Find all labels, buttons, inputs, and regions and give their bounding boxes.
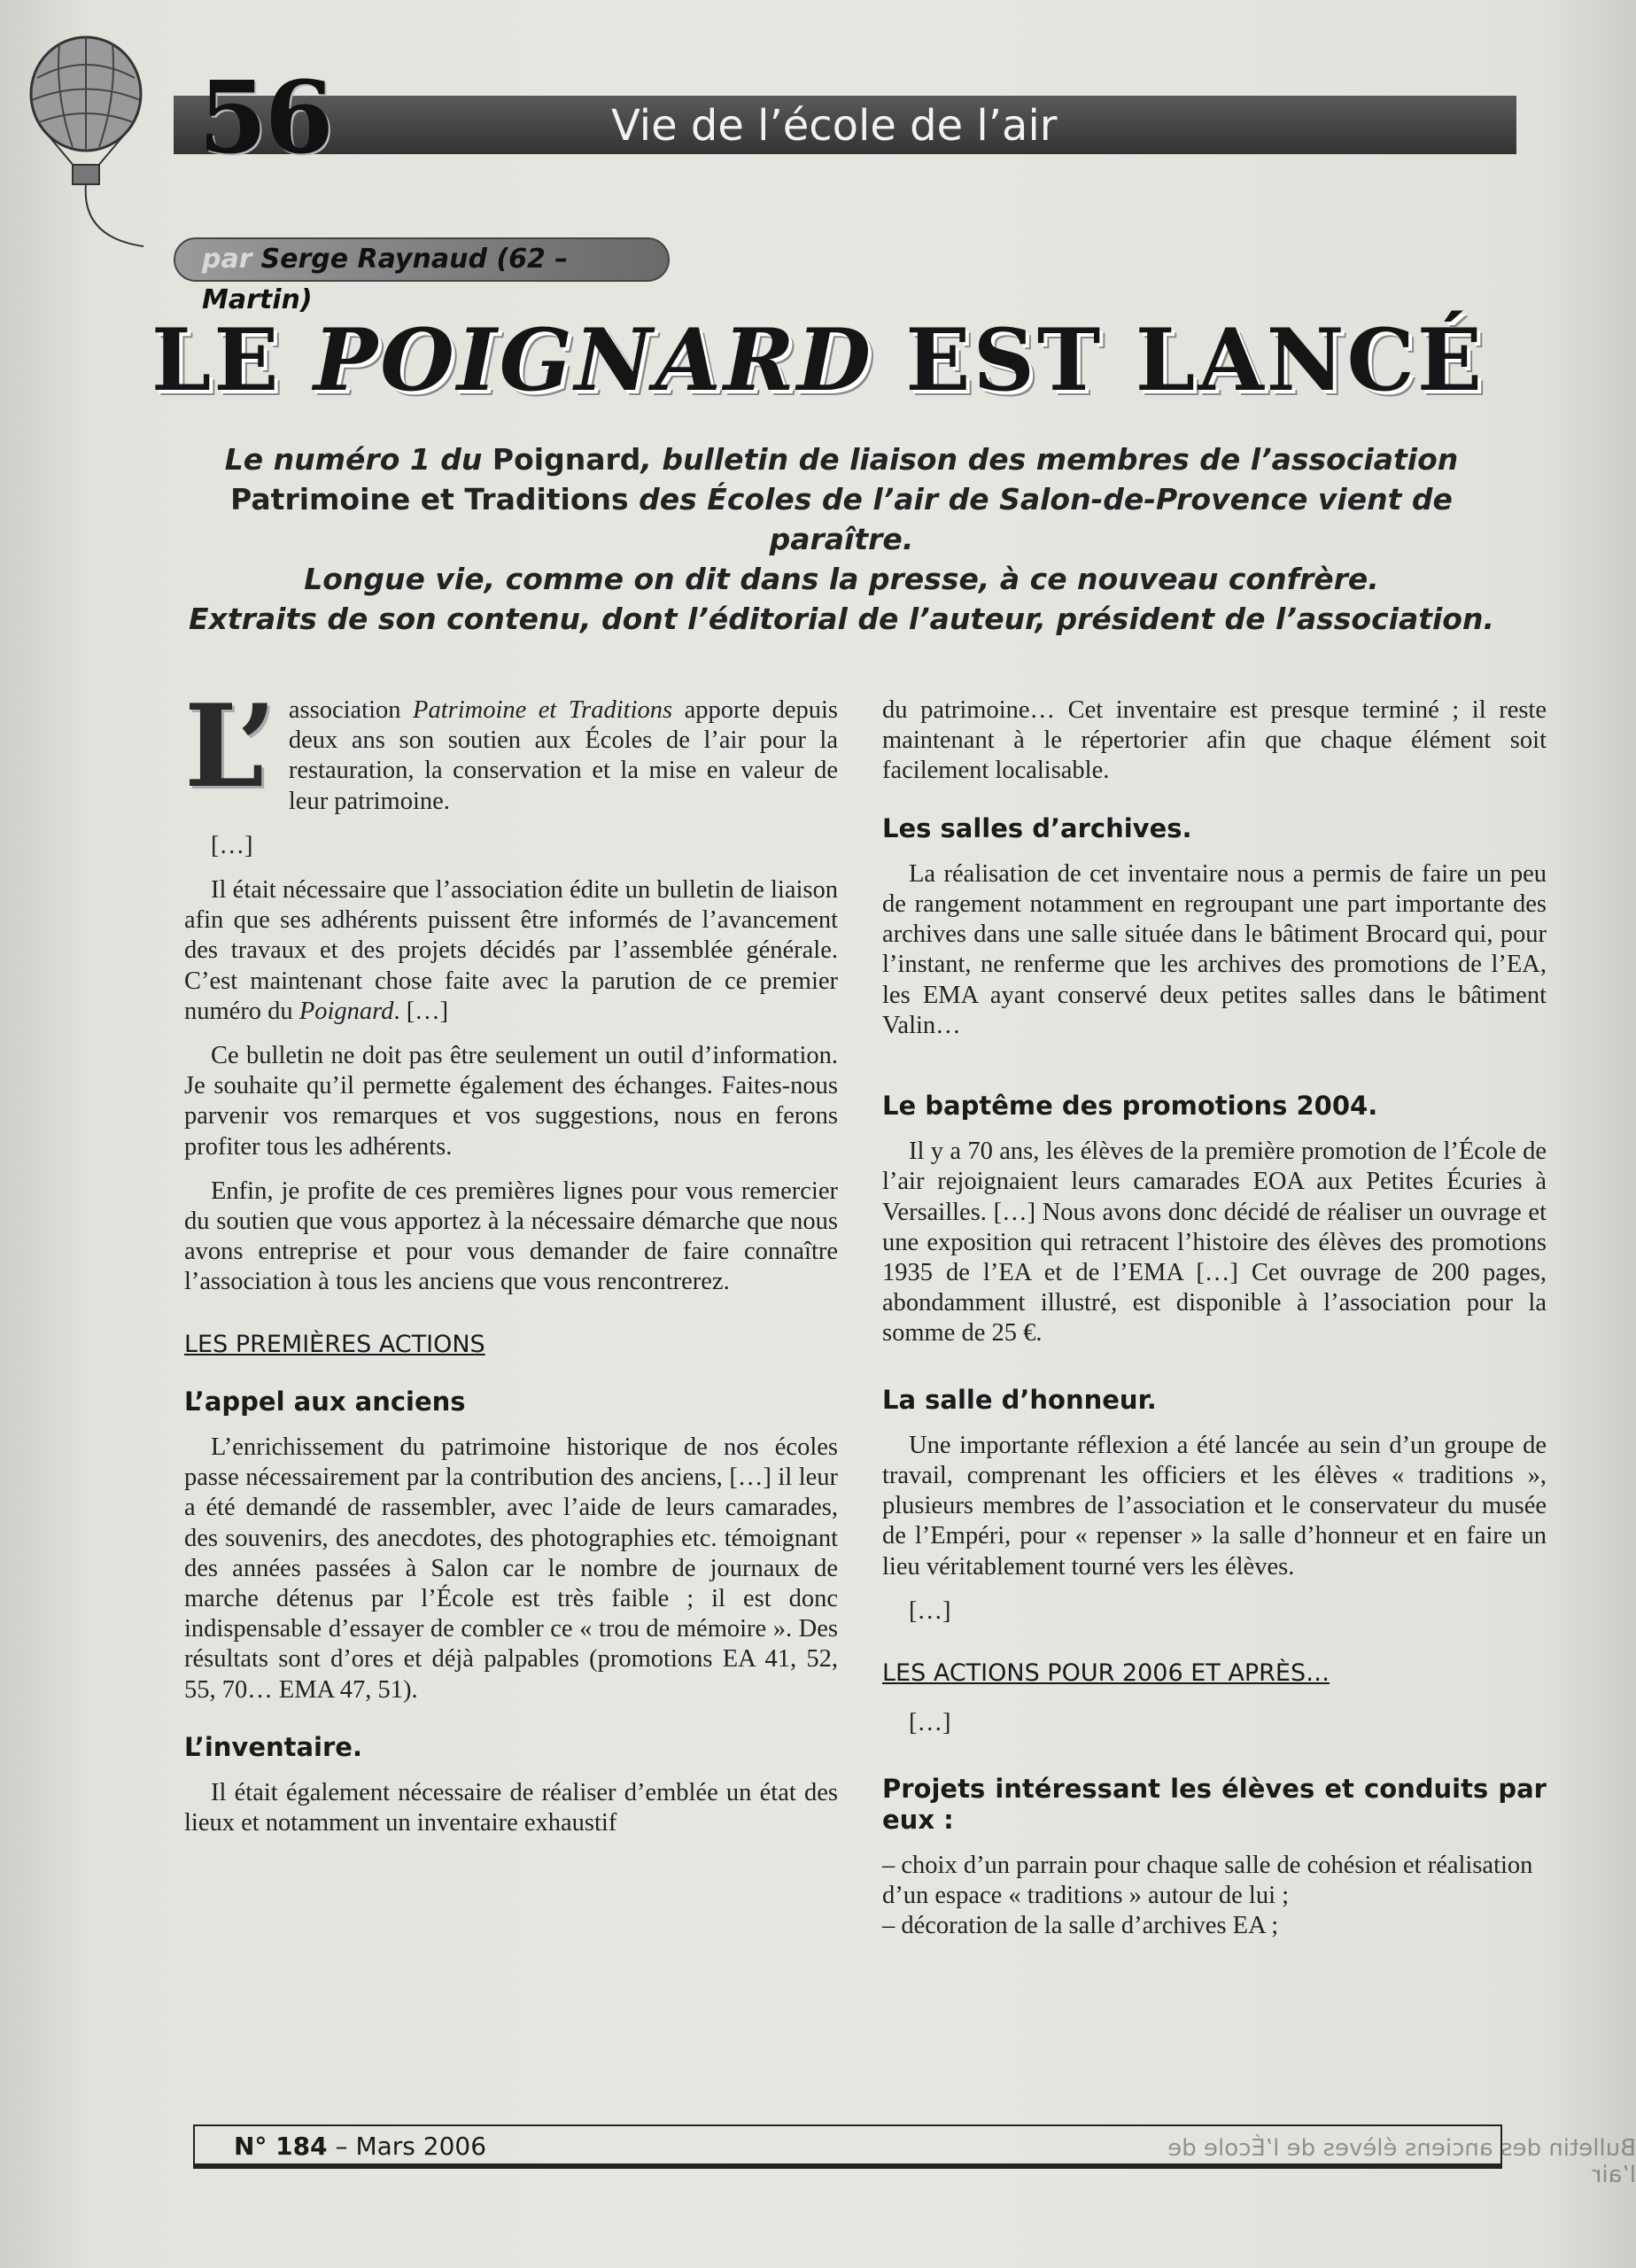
paragraph: Il était également nécessaire de réaliser d’emblée un état des lieux et notamment un inventaire exhaustif bbox=[184, 1779, 838, 1837]
lead-text: Longue vie, comme on dit dans la presse, à ce nouveau confrère. bbox=[304, 562, 1379, 596]
paragraph: Il y a 70 ans, les élèves de la première promotion de l’École de l’air rejoignaient leurs camarades EOA aux Petites Écuries à Versailles. […] Nous avons donc décidé de réaliser un ouvrage et une exposition qui retracent l’histoire des élèves des promotions 1935 de l’EA et de l’EMA […] Cet ouvrage de 200 pages, abondamment illustré, est disponible à l’association pour la somme de 25 €. bbox=[882, 1138, 1547, 1348]
drop-cap: L’ bbox=[184, 680, 276, 813]
paragraph: La réalisation de cet inventaire nous a permis de faire un peu de rangement notamment en regroupant une part importante des archives dans une salle située dans le bâtiment Brocard qui, pour l’instant, ne renferme que les archives des promotions de l’EA, les EMA ayant conservé deux petites salles dans le bâtiment Valin… bbox=[882, 859, 1547, 1039]
footer-issue bbox=[234, 2132, 486, 2161]
paragraph: Ce bulletin ne doit pas être seulement un outil d’information. Je souhaite qu’il permette également des échanges. Faites-nous parvenir vos remarques et vos suggestions, nous en ferons profiter tous les adhérents. bbox=[184, 1042, 838, 1161]
paragraph: […] bbox=[211, 831, 253, 859]
lead-text: , bulletin de liaison des membres de l’association bbox=[640, 442, 1459, 477]
paragraph: L’enrichissement du patrimoine historique de nos écoles passe nécessairement par la contribution des anciens, […] il leur a été demandé de rassembler, avec l’aide de leurs camarades, des souvenirs, des anecdotes, des photographies etc. témoignant des années passées à Salon car le nombre de journaux de marche détenus par l’École est très faible ; il est donc indispensable d’essayer de combler ce « trou de mémoire ». Des résultats sont d’ores et déjà palpables (promotions EA 41, 52, 55, 70… EMA 47, 51). bbox=[184, 1433, 838, 1704]
subheading: Projets intéressant les élèves et conduits par eux : bbox=[882, 1774, 1547, 1835]
lead-text: Patrimoine et Traditions bbox=[230, 482, 629, 517]
byline-prefix: par bbox=[202, 244, 252, 275]
text: Poignard bbox=[299, 997, 394, 1025]
headline-part1: LE bbox=[151, 310, 282, 410]
paragraph: du patrimoine… Cet inventaire est presque terminé ; il reste maintenant à le répertorier afin que chaque élément soit facilement localisable. bbox=[882, 696, 1547, 785]
lead-text: Extraits de son contenu, dont l’éditorial de l’auteur, président de l’association. bbox=[188, 602, 1495, 636]
show-through-text: Bulletin des anciens élèves de l’École de l’air bbox=[1167, 2135, 1636, 2188]
byline-author: Serge Raynaud (62 – Martin) bbox=[202, 244, 569, 315]
text: Il était nécessaire que l’association édite un bulletin de liaison afin que ses adhérents puissent être informés de l’avancement des travaux et des projets décidés par l’assemblée générale. C’est maintenant chose faite avec la parution de ce premier numéro du bbox=[184, 876, 838, 1025]
project-list bbox=[882, 1851, 1547, 1942]
subheading: L’inventaire. bbox=[184, 1731, 362, 1762]
paragraph bbox=[184, 875, 838, 1027]
left-column bbox=[184, 680, 838, 1853]
paragraph: […] bbox=[909, 1709, 951, 1737]
lead-text: des Écoles de l’air de Salon-de-Provence vient de paraître. bbox=[639, 482, 1453, 556]
text: apporte depuis deux ans son soutien aux Écoles de l’air pour la restauration, la conservation et la mise en valeur de leur patrimoine. bbox=[288, 696, 838, 815]
list-item: – décoration de la salle d’archives EA ; bbox=[882, 1912, 1279, 1940]
section-title: Vie de l’école de l’air bbox=[611, 101, 1058, 151]
headline-part2: POIGNARD bbox=[314, 310, 873, 410]
list-item: – choix d’un parrain pour chaque salle de cohésion et réalisation d’un espace « traditions » autour de lui ; bbox=[882, 1851, 1533, 1910]
text: Patrimoine et Traditions bbox=[413, 696, 673, 724]
text: association bbox=[288, 696, 401, 724]
paragraph: Une importante réflexion a été lancée au sein d’un groupe de travail, comprenant les officiers et les élèves « traditions », plusieurs membres de l’association et le conservateur du musée de l’Empéri, pour « repenser » la salle d’honneur et en faire un lieu véritablement tourné vers les élèves. bbox=[882, 1431, 1547, 1581]
article-headline bbox=[0, 310, 1636, 410]
subheading: Le baptême des promotions 2004. bbox=[882, 1091, 1378, 1122]
subheading: Les salles d’archives. bbox=[882, 812, 1192, 843]
right-column bbox=[882, 695, 1547, 1942]
lead-text: Le numéro 1 du bbox=[224, 442, 483, 477]
hot-air-balloon-icon bbox=[19, 34, 152, 264]
section-heading: LES ACTIONS POUR 2006 ET APRÈS… bbox=[882, 1659, 1330, 1688]
paragraph: Enfin, je profite de ces premières lignes pour vous remercier du soutien que vous apportez à la nécessaire démarche que nous avons entreprise et pour vous demander de faire connaître l’association à tous les anciens que vous rencontrerez. bbox=[184, 1177, 838, 1296]
headline-part3: EST LANCÉ bbox=[905, 310, 1485, 410]
issue-number: N° 184 bbox=[234, 2132, 328, 2161]
subheading: La salle d’honneur. bbox=[882, 1384, 1157, 1415]
byline bbox=[174, 237, 670, 315]
subheading: L’appel aux anciens bbox=[184, 1386, 466, 1417]
page-number: 56 bbox=[198, 60, 331, 176]
issue-date: – Mars 2006 bbox=[335, 2132, 487, 2161]
article-lead bbox=[168, 439, 1515, 639]
paragraph bbox=[184, 680, 838, 817]
text: . […] bbox=[393, 997, 449, 1025]
paragraph: […] bbox=[909, 1596, 951, 1625]
lead-text: Poignard bbox=[492, 442, 641, 477]
section-heading: LES PREMIÈRES ACTIONS bbox=[184, 1330, 485, 1358]
